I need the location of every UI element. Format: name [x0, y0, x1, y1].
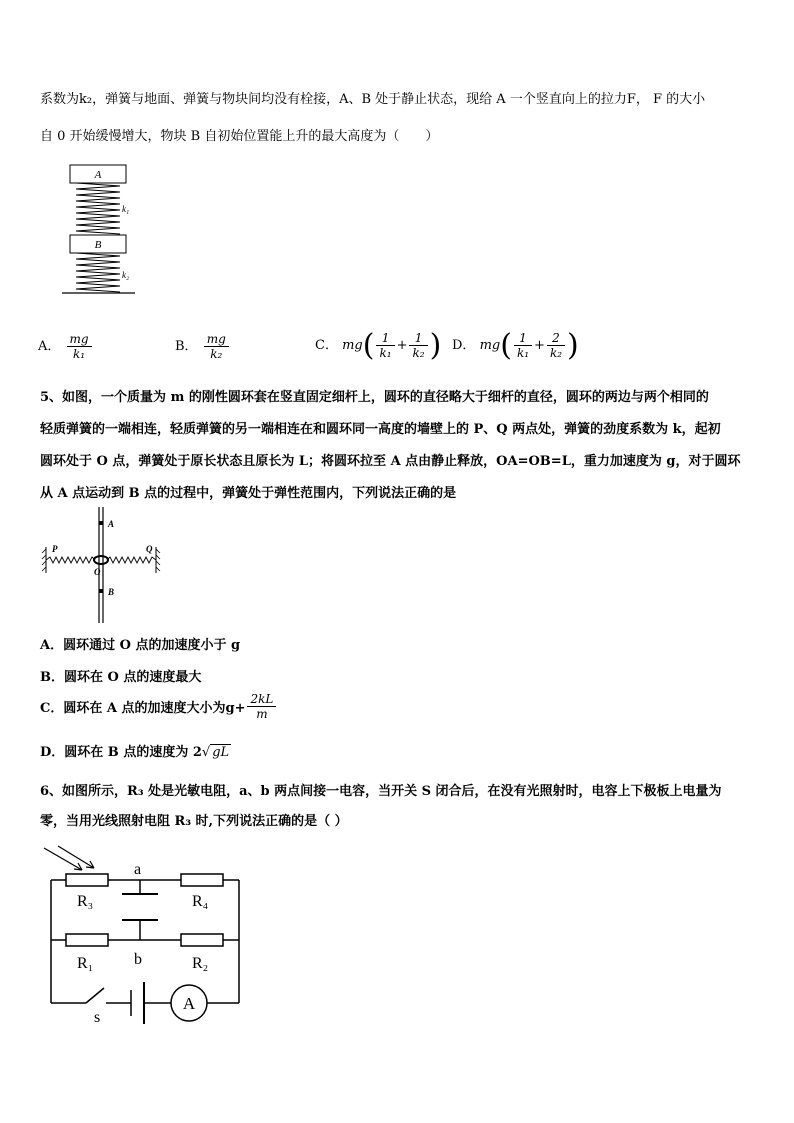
q5-point-q-label: Q: [146, 544, 153, 554]
sqrt-icon: √: [201, 745, 211, 760]
q6-point-a-label: a: [134, 861, 142, 878]
q4-line-1: 系数为k₂，弹簧与地面、弹簧与物块间均没有栓接，A、B 处于静止状态，现给 A 一个竖直向上的拉力F， F 的大小: [40, 92, 706, 107]
q6-r4-label: R₄: [192, 893, 209, 910]
q4-option-d-label: D．: [452, 338, 476, 353]
q5-line-3: 圆环处于 O 点，弹簧处于原长状态且原长为 L；将圆环拉至 A 点由静止释放，OA=OB=L，重力加速度为 g，对于圆环: [40, 454, 741, 469]
q4-option-c: C． mg( $\frac{1}{\text{k₁}}$ + $\frac{1}{\text{k₂}}$ ): [315, 328, 442, 363]
q6-r3-label: R₃: [77, 893, 94, 910]
q4-option-a-fraction: $\frac{mg}{\text{k₁}}$: [67, 332, 92, 361]
q4-block-b-label: B: [94, 239, 102, 251]
q6-line-1: 6、如图所示，R₃ 处是光敏电阻，a、b 两点间接一电容，当开关 S 闭合后，在没有光照射时，电容上下极板上电量为: [40, 784, 722, 799]
q4-block-a-label: A: [94, 169, 102, 181]
q4-option-b-label: B．: [175, 339, 198, 354]
q5-point-o-label: O: [94, 567, 101, 577]
q5-figure-ring-springs: [40, 505, 165, 625]
q5-option-c-fraction: $\frac{2kL}{m}$: [247, 692, 276, 721]
q5-point-b-label: B: [108, 587, 115, 597]
q6-r2-label: R₂: [192, 955, 209, 972]
q6-line-2: 零，当用光线照射电阻 R₃ 时,下列说法正确的是（ ）: [40, 814, 348, 829]
q5-line-1: 5、如图，一个质量为 m 的刚性圆环套在竖直固定细杆上，圆环的直径略大于细杆的直径，圆环的两边与两个相同的: [40, 390, 709, 405]
q4-option-b: [175, 332, 231, 361]
q6-r1-label: R₁: [77, 955, 94, 972]
q4-option-b-fraction: $\frac{mg}{\text{k₂}}$: [204, 332, 229, 361]
q6-ammeter-label: A: [182, 994, 196, 1013]
q4-figure-spring-blocks: [60, 160, 150, 300]
q4-spring-1-label: k₁: [122, 204, 130, 214]
q5-line-4: 从 A 点运动到 B 点的过程中，弹簧处于弹性范围内，下列说法正确的是: [40, 486, 457, 501]
q5-option-d: D．圆环在 B 点的速度为 2√ gL: [40, 745, 230, 760]
q4-option-d: D． mg( $\frac{1}{\text{k₁}}$ + $\frac{2}{\text{k₂}}$ ): [452, 328, 579, 363]
q6-figure-circuit: [36, 840, 246, 1030]
q4-line-2: 自 0 开始缓慢增大，物块 B 自初始位置能上升的最大高度为（ ）: [40, 129, 439, 144]
q4-option-a: [38, 332, 94, 361]
q5-point-a-label: A: [108, 519, 115, 529]
q5-option-c: C．圆环在 A 点的加速度大小为g+ $\frac{2kL}{m}$: [40, 692, 278, 721]
q4-option-c-label: C．: [315, 338, 338, 353]
q5-option-a: A．圆环通过 O 点的加速度小于 g: [40, 638, 241, 653]
q6-point-b-label: b: [134, 951, 142, 968]
q5-line-2: 轻质弹簧的一端相连，轻质弹簧的另一端相连在和圆环同一高度的墙壁上的 P、Q 两点处，弹簧的劲度系数为 k，起初: [40, 422, 721, 437]
q4-spring-2-label: k₂: [122, 270, 130, 280]
q5-option-b: B．圆环在 O 点的速度最大: [40, 670, 202, 685]
q6-switch-label: s: [94, 1009, 101, 1026]
q5-point-p-label: P: [52, 544, 58, 554]
q4-option-a-label: A．: [38, 339, 61, 354]
